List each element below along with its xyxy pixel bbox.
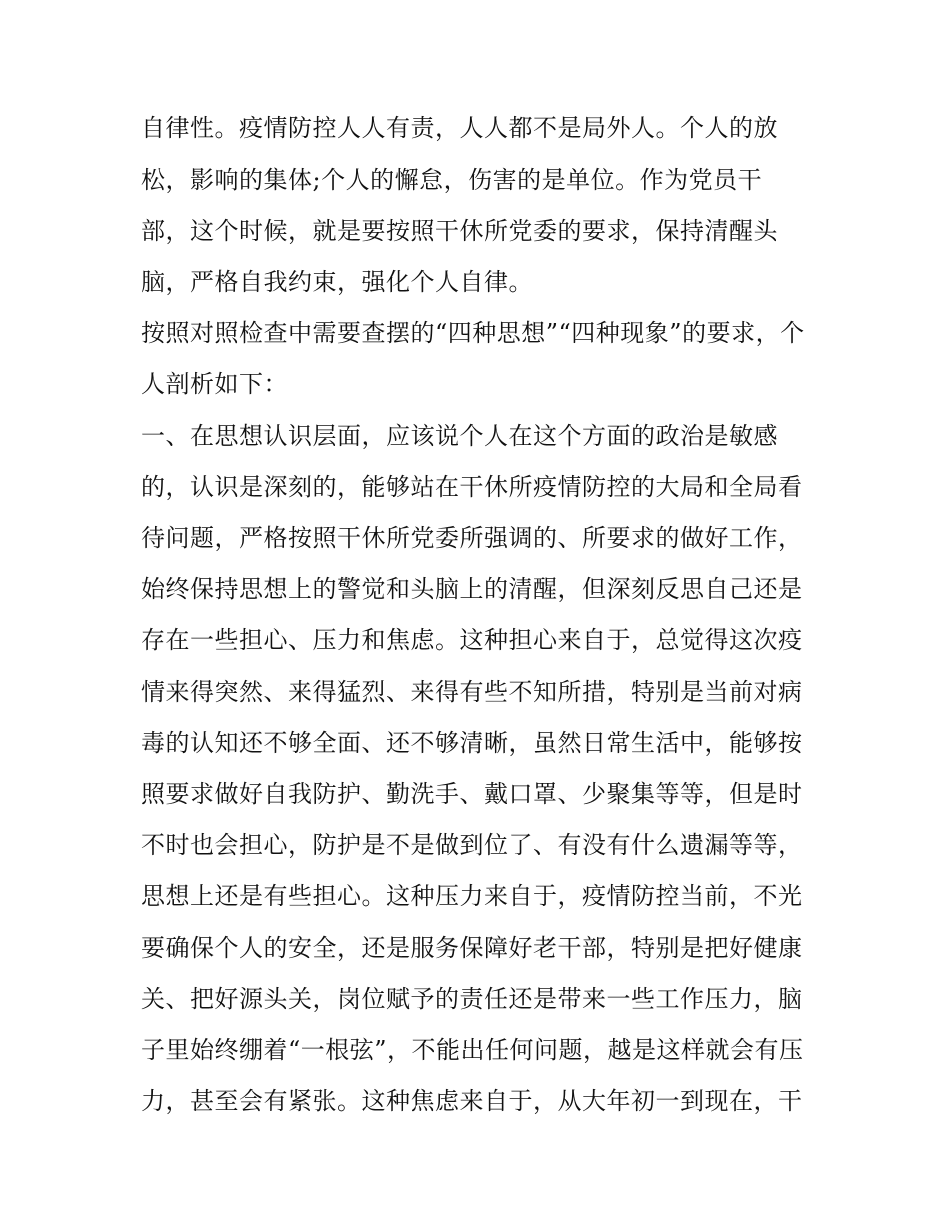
text-line: 存在一些担心、压力和焦虑。这种担心来自于，总觉得这次疫	[141, 626, 803, 654]
text-line: 的，认识是深刻的，能够站在干休所疫情防控的大局和全局看	[141, 473, 803, 501]
text-line: 关、把好源头关，岗位赋予的责任还是带来一些工作压力，脑	[141, 985, 803, 1013]
text-line: 要确保个人的安全，还是服务保障好老干部，特别是把好健康	[141, 934, 803, 962]
text-line: 按照对照检查中需要查摆的“四种思想”“四种现象”的要求，个	[141, 319, 805, 347]
text-line: 待问题，严格按照干休所党委所强调的、所要求的做好工作，	[141, 524, 803, 552]
text-line: 情来得突然、来得猛烈、来得有些不知所措，特别是当前对病	[141, 678, 803, 706]
text-line: 一、在思想认识层面，应该说个人在这个方面的政治是敏感	[141, 422, 778, 450]
text-line: 子里始终绷着“一根弦”，不能出任何问题，越是这样就会有压	[141, 1036, 804, 1064]
text-line: 始终保持思想上的警觉和头脑上的清醒，但深刻反思自己还是	[141, 575, 803, 603]
text-line: 力，甚至会有紧张。这种焦虑来自于，从大年初一到现在，干	[141, 1087, 803, 1115]
text-line: 松，影响的集体;个人的懈怠，伤害的是单位。作为党员干	[141, 166, 763, 194]
text-line: 不时也会担心，防护是不是做到位了、有没有什么遗漏等等，	[141, 831, 803, 859]
text-line: 人剖析如下：	[141, 370, 288, 398]
text-line: 自律性。疫情防控人人有责，人人都不是局外人。个人的放	[141, 114, 778, 142]
text-line: 思想上还是有些担心。这种压力来自于，疫情防控当前，不光	[141, 882, 803, 910]
text-line: 部，这个时候，就是要按照干休所党委的要求，保持清醒头	[141, 217, 778, 245]
text-line: 照要求做好自我防护、勤洗手、戴口罩、少聚集等等，但是时	[141, 780, 803, 808]
text-line: 脑，严格自我约束，强化个人自律。	[141, 268, 533, 296]
text-line: 毒的认知还不够全面、还不够清晰，虽然日常生活中，能够按	[141, 729, 803, 757]
